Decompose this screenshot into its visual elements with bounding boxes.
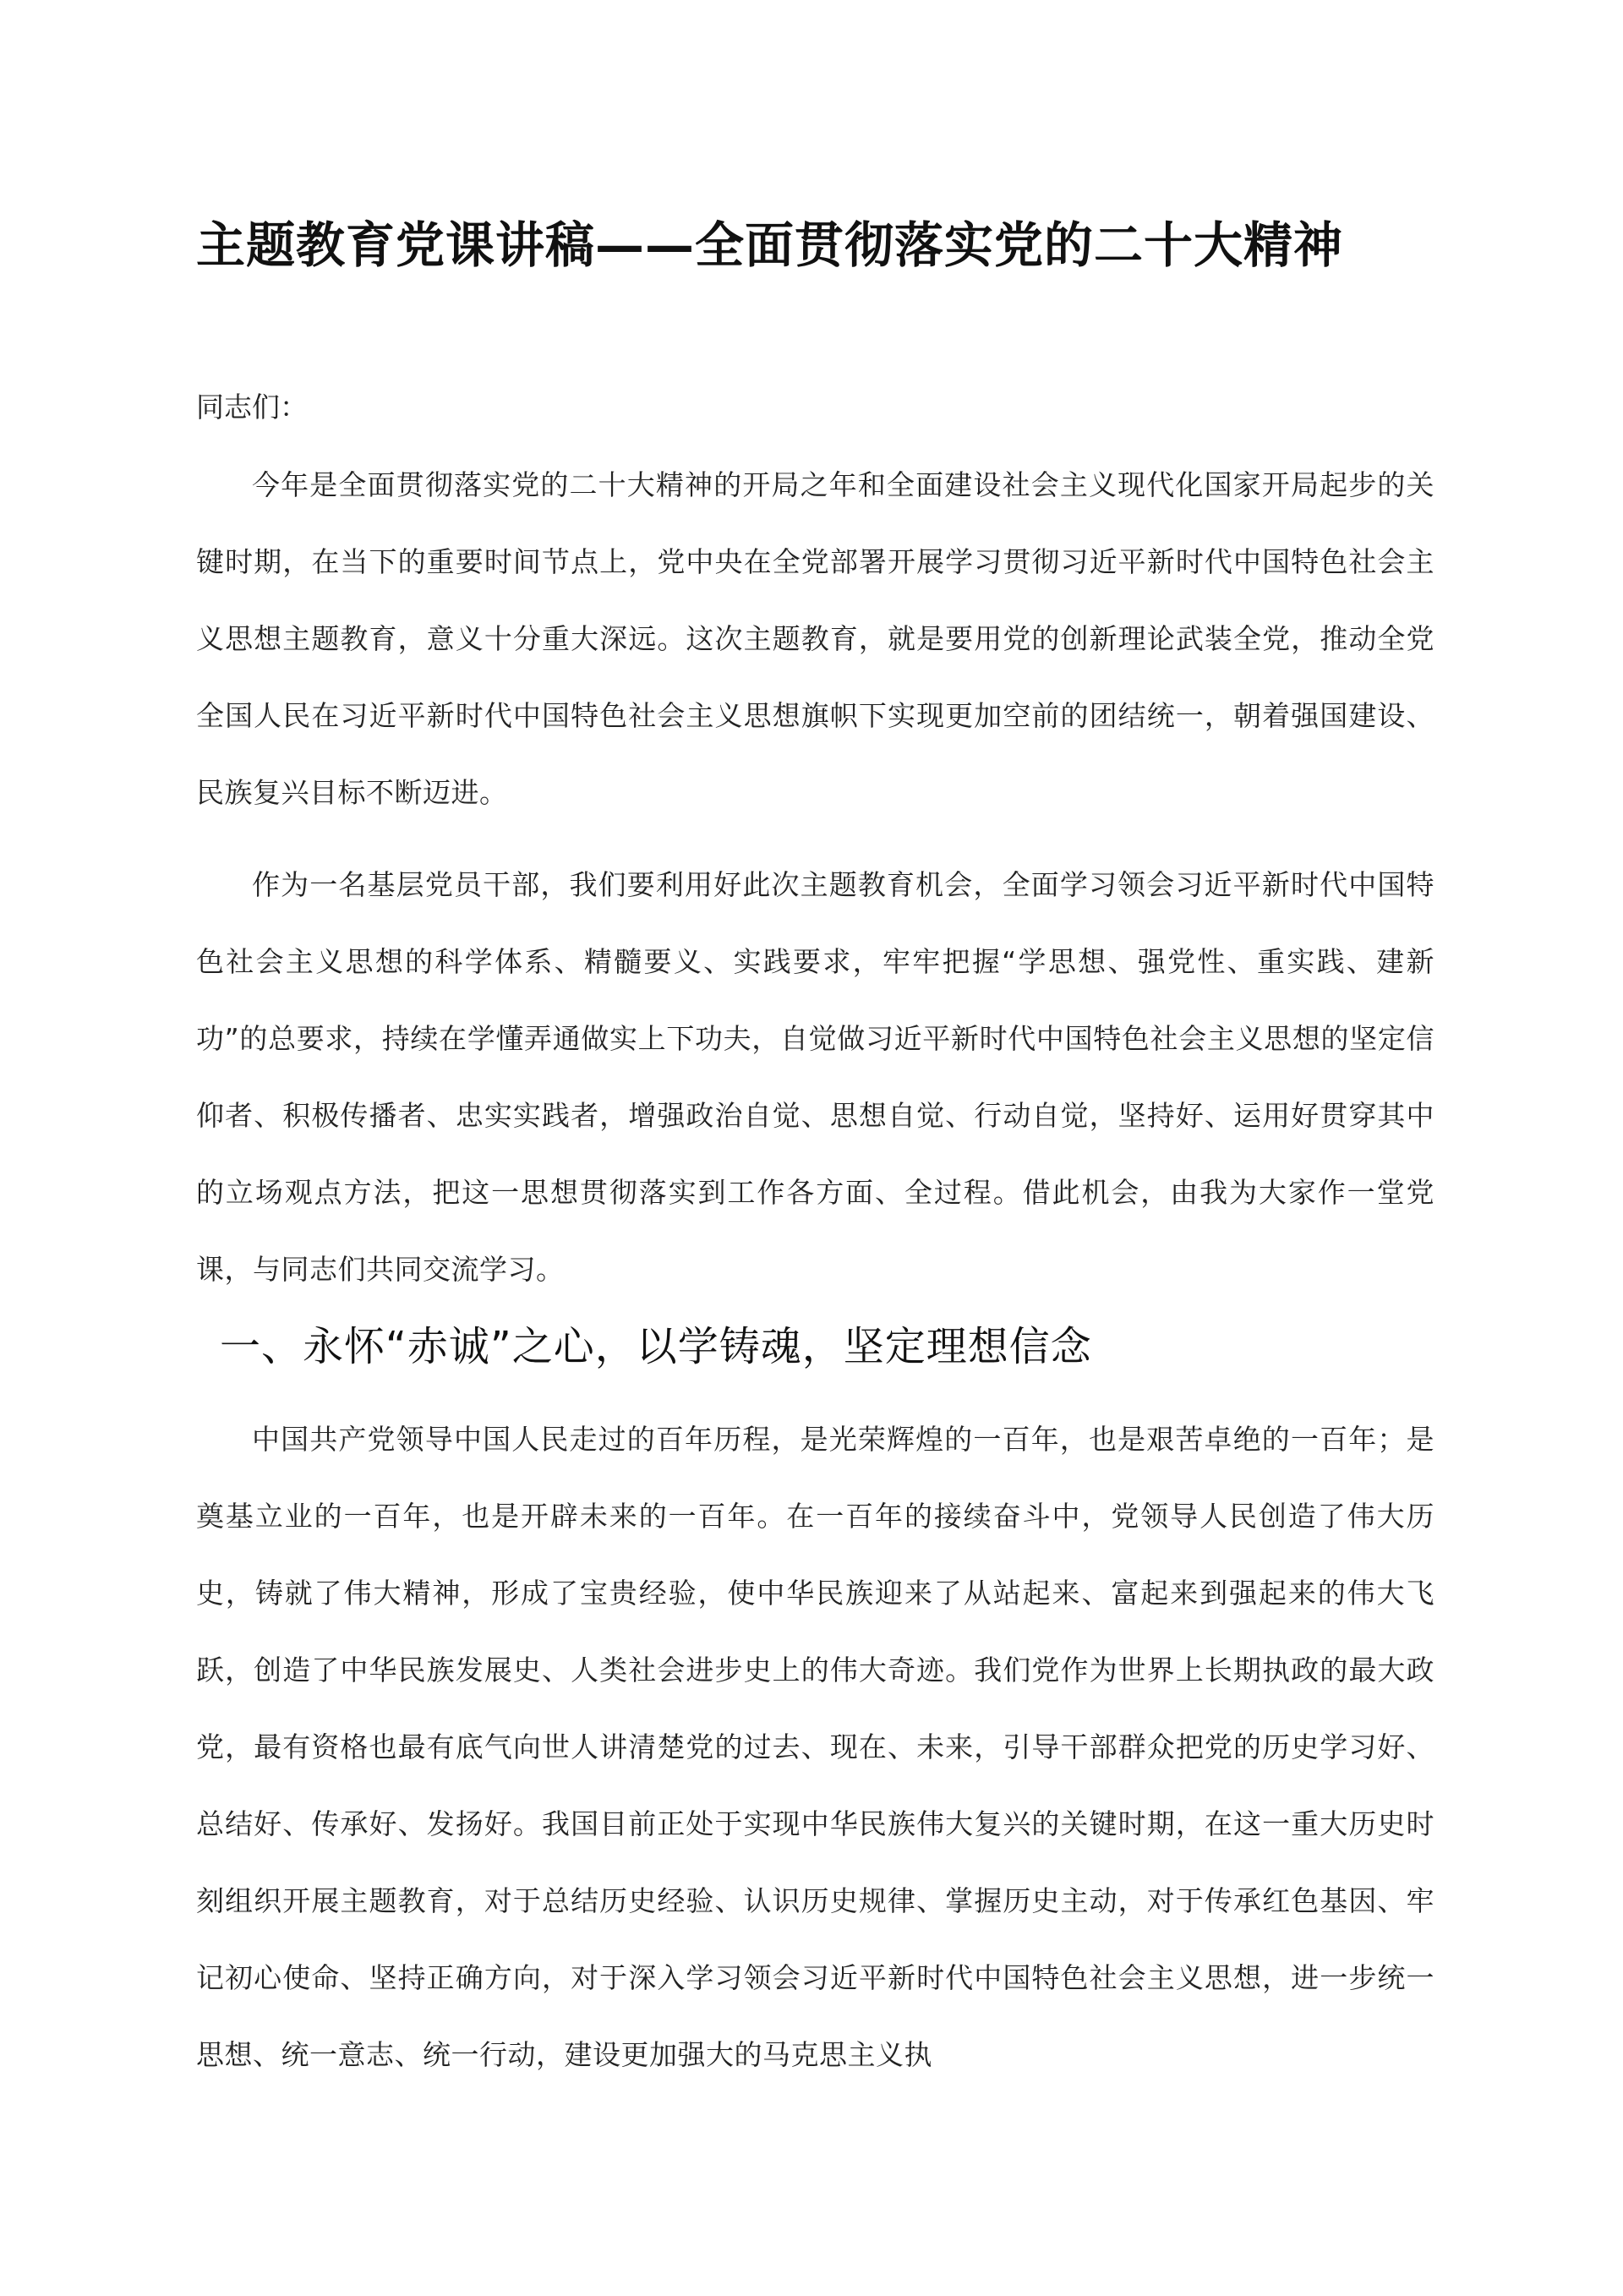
document-body <box>196 203 1434 2093</box>
salutation: 同志们： <box>196 391 308 424</box>
section-paragraph: 中国共产党领导中国人民走过的百年历程，是光荣辉煌的一百年，也是艰苦卓绝的一百年；是奠基立业的一百年，也是开辟未来的一百年。在一百年的接续奋斗中，党领导人民创造了伟大历史，铸就了伟大精神，形成了宝贵经验，使中华民族迎来了从站起来、富起来到强起来的伟大飞跃，创造了中华民族发展史、人类社会进步史上的伟大奇迹。我们党作为世界上长期执政的最大政党，最有资格也最有底气向世人讲清楚党的过去、现在、未来，引导干部群众把党的历史学习好、总结好、传承好、发扬好。我国目前正处于实现中华民族伟大复兴的关键时期，在这一重大历史时刻组织开展主题教育，对于总结历史经验、认识历史规律、掌握历史主动，对于传承红色基因、牢记初心使命、坚持正确方向，对于深入学习领会习近平新时代中国特色社会主义思想，进一步统一思想、统一意志、统一行动，建设更加强大的马克思主义执 <box>196 1423 1434 2071</box>
document-title: 主题教育党课讲稿——全面贯彻落实党的二十大精神 <box>196 216 1344 274</box>
section-heading: 一、永怀“赤诚”之心，以学铸魂，坚定理想信念 <box>220 1323 1092 1370</box>
paragraph-purpose: 作为一名基层党员干部，我们要利用好此次主题教育机会，全面学习领会习近平新时代中国特色社会主义思想的科学体系、精髓要义、实践要求，牢牢把握“学思想、强党性、重实践、建新功”的总要求，持续在学懂弄通做实上下功夫，自觉做习近平新时代中国特色社会主义思想的坚定信仰者、积极传播者、忠实实践者，增强政治自觉、思想自觉、行动自觉，坚持好、运用好贯穿其中的立场观点方法，把这一思想贯彻落实到工作各方面、全过程。借此机会，由我为大家作一堂党课，与同志们共同交流学习。 <box>196 868 1434 1286</box>
paragraph-intro: 今年是全面贯彻落实党的二十大精神的开局之年和全面建设社会主义现代化国家开局起步的关键时期，在当下的重要时间节点上，党中央在全党部署开展学习贯彻习近平新时代中国特色社会主义思想主题教育，意义十分重大深远。这次主题教育，就是要用党的创新理论武装全党，推动全党全国人民在习近平新时代中国特色社会主义思想旗帜下实现更加空前的团结统一，朝着强国建设、民族复兴目标不断迈进。 <box>196 468 1434 809</box>
